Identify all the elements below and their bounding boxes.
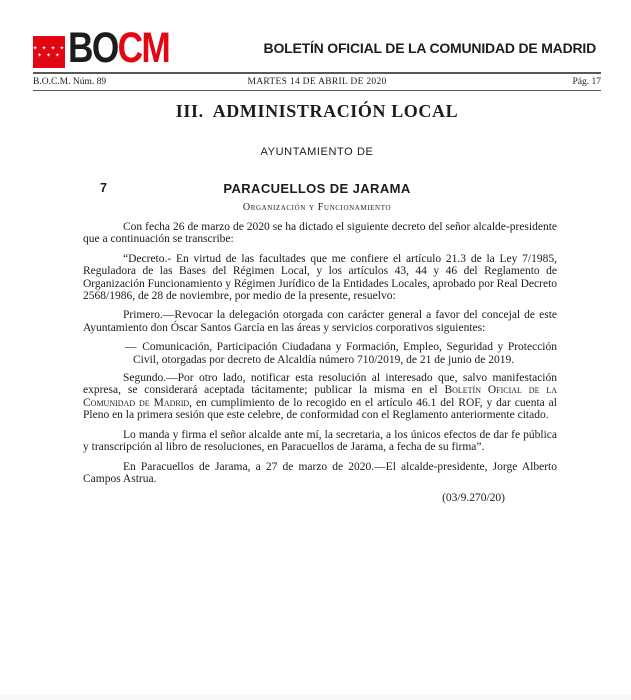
paragraph (83, 372, 557, 422)
section-title (30, 101, 604, 122)
bocm-logo-wordmark (68, 24, 170, 72)
madrid-stars-icon: ✦ ✦ ✦ (37, 51, 61, 59)
paragraph-text: Comunicación, Participación Ciudadana y Formación, Empleo, Seguridad y Protección Civil, otorgadas por decreto de Alcaldía número 710/2019, de 21 de junio de 2019. (133, 341, 557, 366)
paragraph (83, 221, 557, 246)
logo-bo-text: BO (68, 24, 118, 72)
category-title: Organización y Funcionamiento (242, 202, 392, 213)
issue-date: MARTES 14 DE ABRIL DE 2020 (247, 77, 387, 87)
page-number: Pág. 17 (572, 77, 601, 87)
section-name: ADMINISTRACIÓN LOCAL (212, 101, 459, 121)
header-rule-bottom (33, 90, 601, 91)
paragraph (83, 429, 557, 454)
municipality-title: PARACUELLOS DE JARAMA (223, 181, 411, 196)
paragraph-text: Con fecha 26 de marzo de 2020 se ha dictado el siguiente decreto del señor alcalde-presidente que a continuación se transcribe: (83, 221, 557, 246)
logo-cm-text: CM (117, 24, 170, 72)
subheading-ayuntamiento: AYUNTAMIENTO DE (260, 146, 374, 158)
paragraph (83, 253, 557, 303)
bocm-logo-flag-icon (33, 36, 65, 68)
list-dash: — (125, 341, 143, 354)
page-bottom-edge (0, 695, 631, 700)
paragraph-text: Segundo.—Por otro lado, notificar esta resolución al interesado que, salvo manifestación expresa, se considerará aceptada tácitamente; publicar la misma en el (83, 372, 557, 397)
paragraph (125, 341, 557, 366)
bulletin-title: BOLETÍN OFICIAL DE LA COMUNIDAD DE MADRID (263, 40, 596, 56)
section-number: III. (175, 101, 204, 121)
madrid-stars-icon: ✦ ✦ ✦ ✦ (32, 44, 66, 52)
paragraph (83, 461, 557, 486)
paragraph-text: Lo manda y firma el señor alcalde ante mí, la secretaria, a los únicos efectos de dar fe pública y transcripción al libro de resoluciones, en Paracuellos de Jarama, a fecha de su firma”. (83, 428, 557, 454)
paragraph-text: , en cumplimiento de lo recogido en el artículo 46.1 del ROF, y dar cuenta al Pleno en la primera sesión que este celebre, de conformidad con el Reglamento anteriormente citado. (83, 396, 557, 422)
header-rule-top (33, 72, 601, 74)
announcement-number: 7 (100, 181, 107, 195)
insertion-reference-code: (03/9.270/20) (442, 492, 505, 505)
issue-number: B.O.C.M. Núm. 89 (33, 77, 107, 87)
paragraph-text: Boletín Oficial de la Comunidad de Madrid (83, 384, 557, 409)
body-paragraphs (83, 221, 557, 512)
paragraph-text: En Paracuellos de Jarama, a 27 de marzo de 2020.—El alcalde-presidente, Jorge Alberto Campos Astrua. (83, 460, 557, 485)
paragraph-text: “Decreto.- En virtud de las facultades que me confiere el artículo 21.3 de la Ley 7/1985, Reguladora de las Bases del Régimen Local, y los artículos 43, 44 y 46 del Reglamento de Organización Funcionamiento y Régimen Jurídico de la Entidades Locales, aprobado por Real Decreto 2568/1986, de 28 de noviembre, por medio de la presente, resuelvo: (83, 252, 558, 303)
paragraph-text: Primero.—Revocar la delegación otorgada con carácter general a favor del concejal de este Ayuntamiento don Óscar Santos García en las áreas y servicios corporativos siguientes: (83, 309, 557, 334)
paragraph (83, 309, 557, 334)
